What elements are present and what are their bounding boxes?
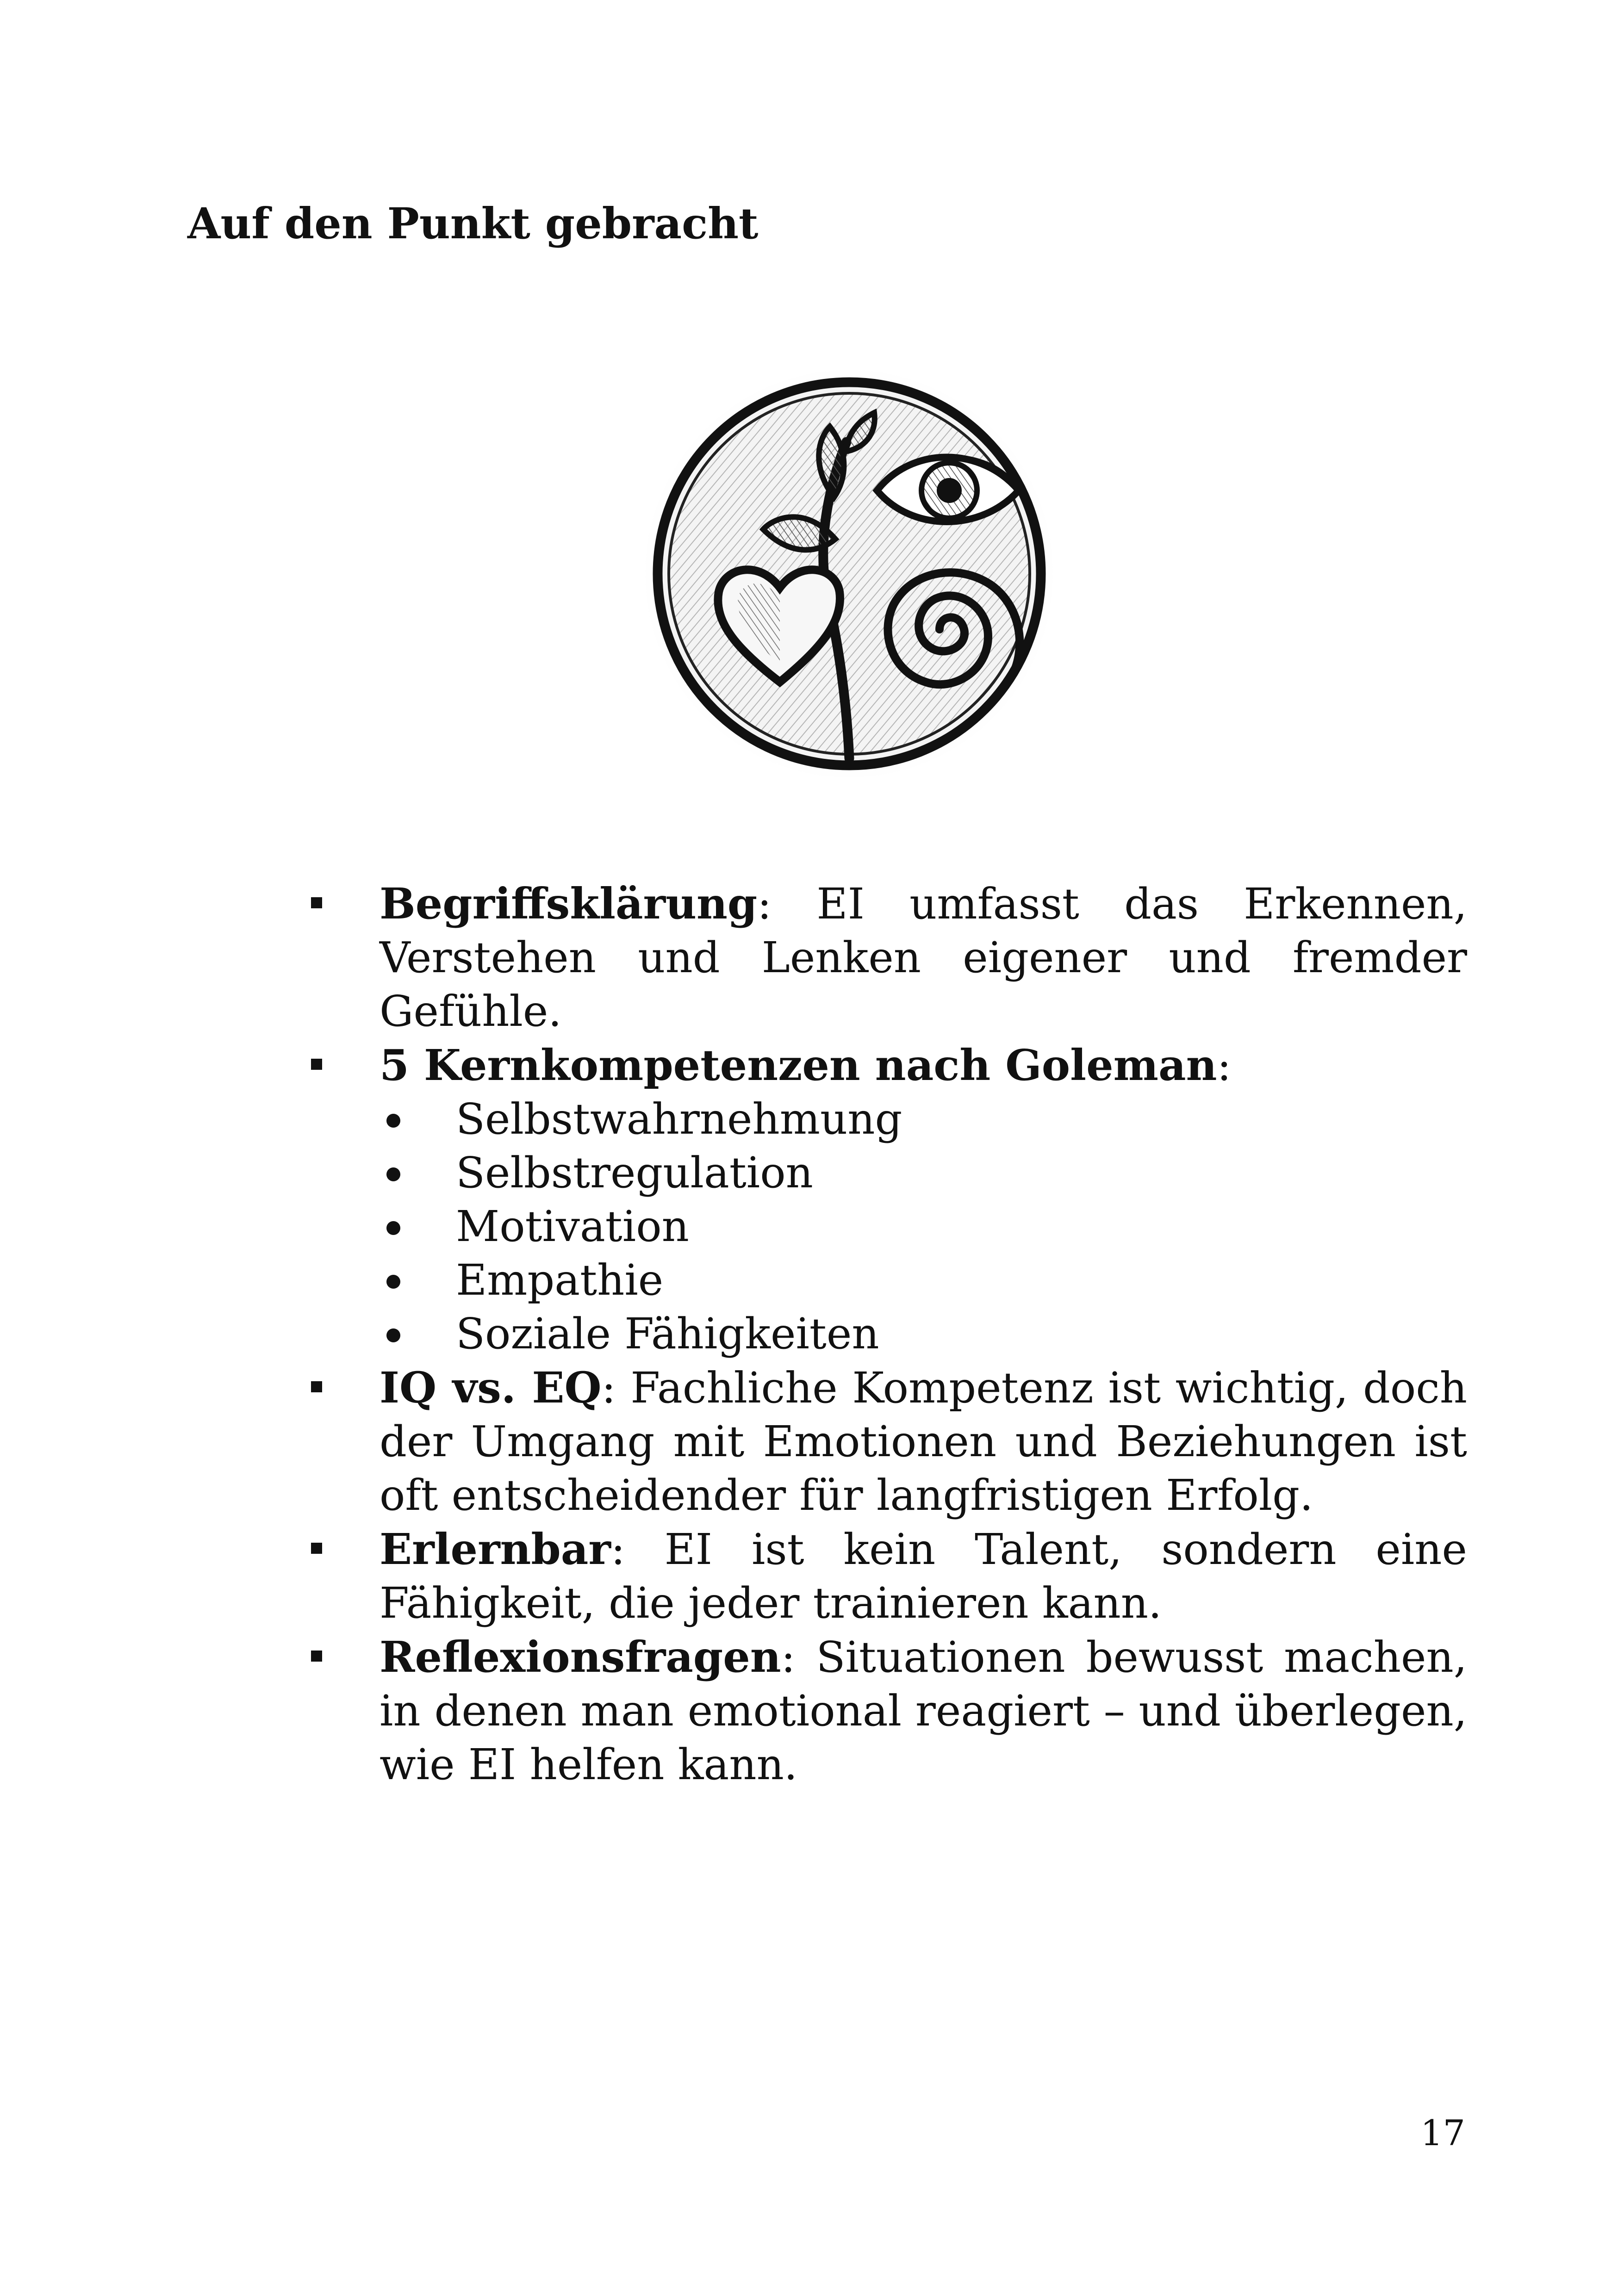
summary-content [305, 877, 1467, 1792]
item-text: : EI ist kein Talent, sondern eine Fähigkeit, die jeder trainieren kann. [380, 1525, 1467, 1628]
item-text: : Fachliche Kompetenz ist wichtig, doch der Umgang mit Emotionen und Beziehungen ist oft entscheidender für langfristigen Erfolg. [380, 1363, 1468, 1520]
round-bullet-icon [386, 1114, 400, 1128]
competency-label: Soziale Fähigkeiten [456, 1309, 879, 1359]
round-bullet-icon [386, 1221, 400, 1235]
summary-item-iq-vs-eq [305, 1361, 1467, 1522]
competency-label: Selbstregulation [456, 1148, 813, 1198]
item-term: 5 Kernkompetenzen nach Goleman [380, 1040, 1217, 1090]
square-bullet-icon [311, 1059, 322, 1070]
item-term: IQ vs. EQ [380, 1363, 602, 1413]
square-bullet-icon [311, 1543, 322, 1554]
round-bullet-icon [386, 1328, 400, 1342]
competency-label: Empathie [456, 1255, 664, 1305]
item-term: Erlernbar [380, 1524, 611, 1574]
summary-list [305, 877, 1467, 1792]
square-bullet-icon [311, 1381, 322, 1392]
emotional-intelligence-medallion-icon [641, 366, 1058, 782]
summary-item-learnable [305, 1522, 1467, 1630]
competency-item [305, 1253, 1467, 1307]
item-text: : Situationen bewusst machen, in denen man emotional reagiert – und überlegen, wie EI helfen kann. [380, 1632, 1467, 1789]
competency-item [305, 1092, 1467, 1146]
competency-item [305, 1200, 1467, 1253]
item-term: Reflexionsfragen [380, 1632, 781, 1682]
round-bullet-icon [386, 1275, 400, 1289]
square-bullet-icon [311, 1651, 322, 1662]
competency-list [305, 1092, 1467, 1361]
item-text: : [1217, 1041, 1232, 1090]
page-number: 17 [1420, 2112, 1465, 2153]
item-text: : EI umfasst das Erkennen, Verstehen und Lenken eigener und fremder Gefühle. [380, 879, 1467, 1036]
item-term: Begriffsklärung [380, 879, 758, 929]
round-bullet-icon [386, 1167, 400, 1181]
competency-label: Motivation [456, 1202, 689, 1251]
square-bullet-icon [311, 897, 322, 908]
section-heading: Auf den Punkt gebracht [187, 199, 759, 248]
competency-list-wrapper [305, 1092, 1467, 1361]
competency-item [305, 1146, 1467, 1200]
summary-item-definition [305, 877, 1467, 1038]
summary-item-core-competencies [305, 1038, 1467, 1092]
competency-item [305, 1307, 1467, 1361]
competency-label: Selbstwahrnehmung [456, 1094, 902, 1144]
summary-item-reflection-questions [305, 1630, 1467, 1792]
